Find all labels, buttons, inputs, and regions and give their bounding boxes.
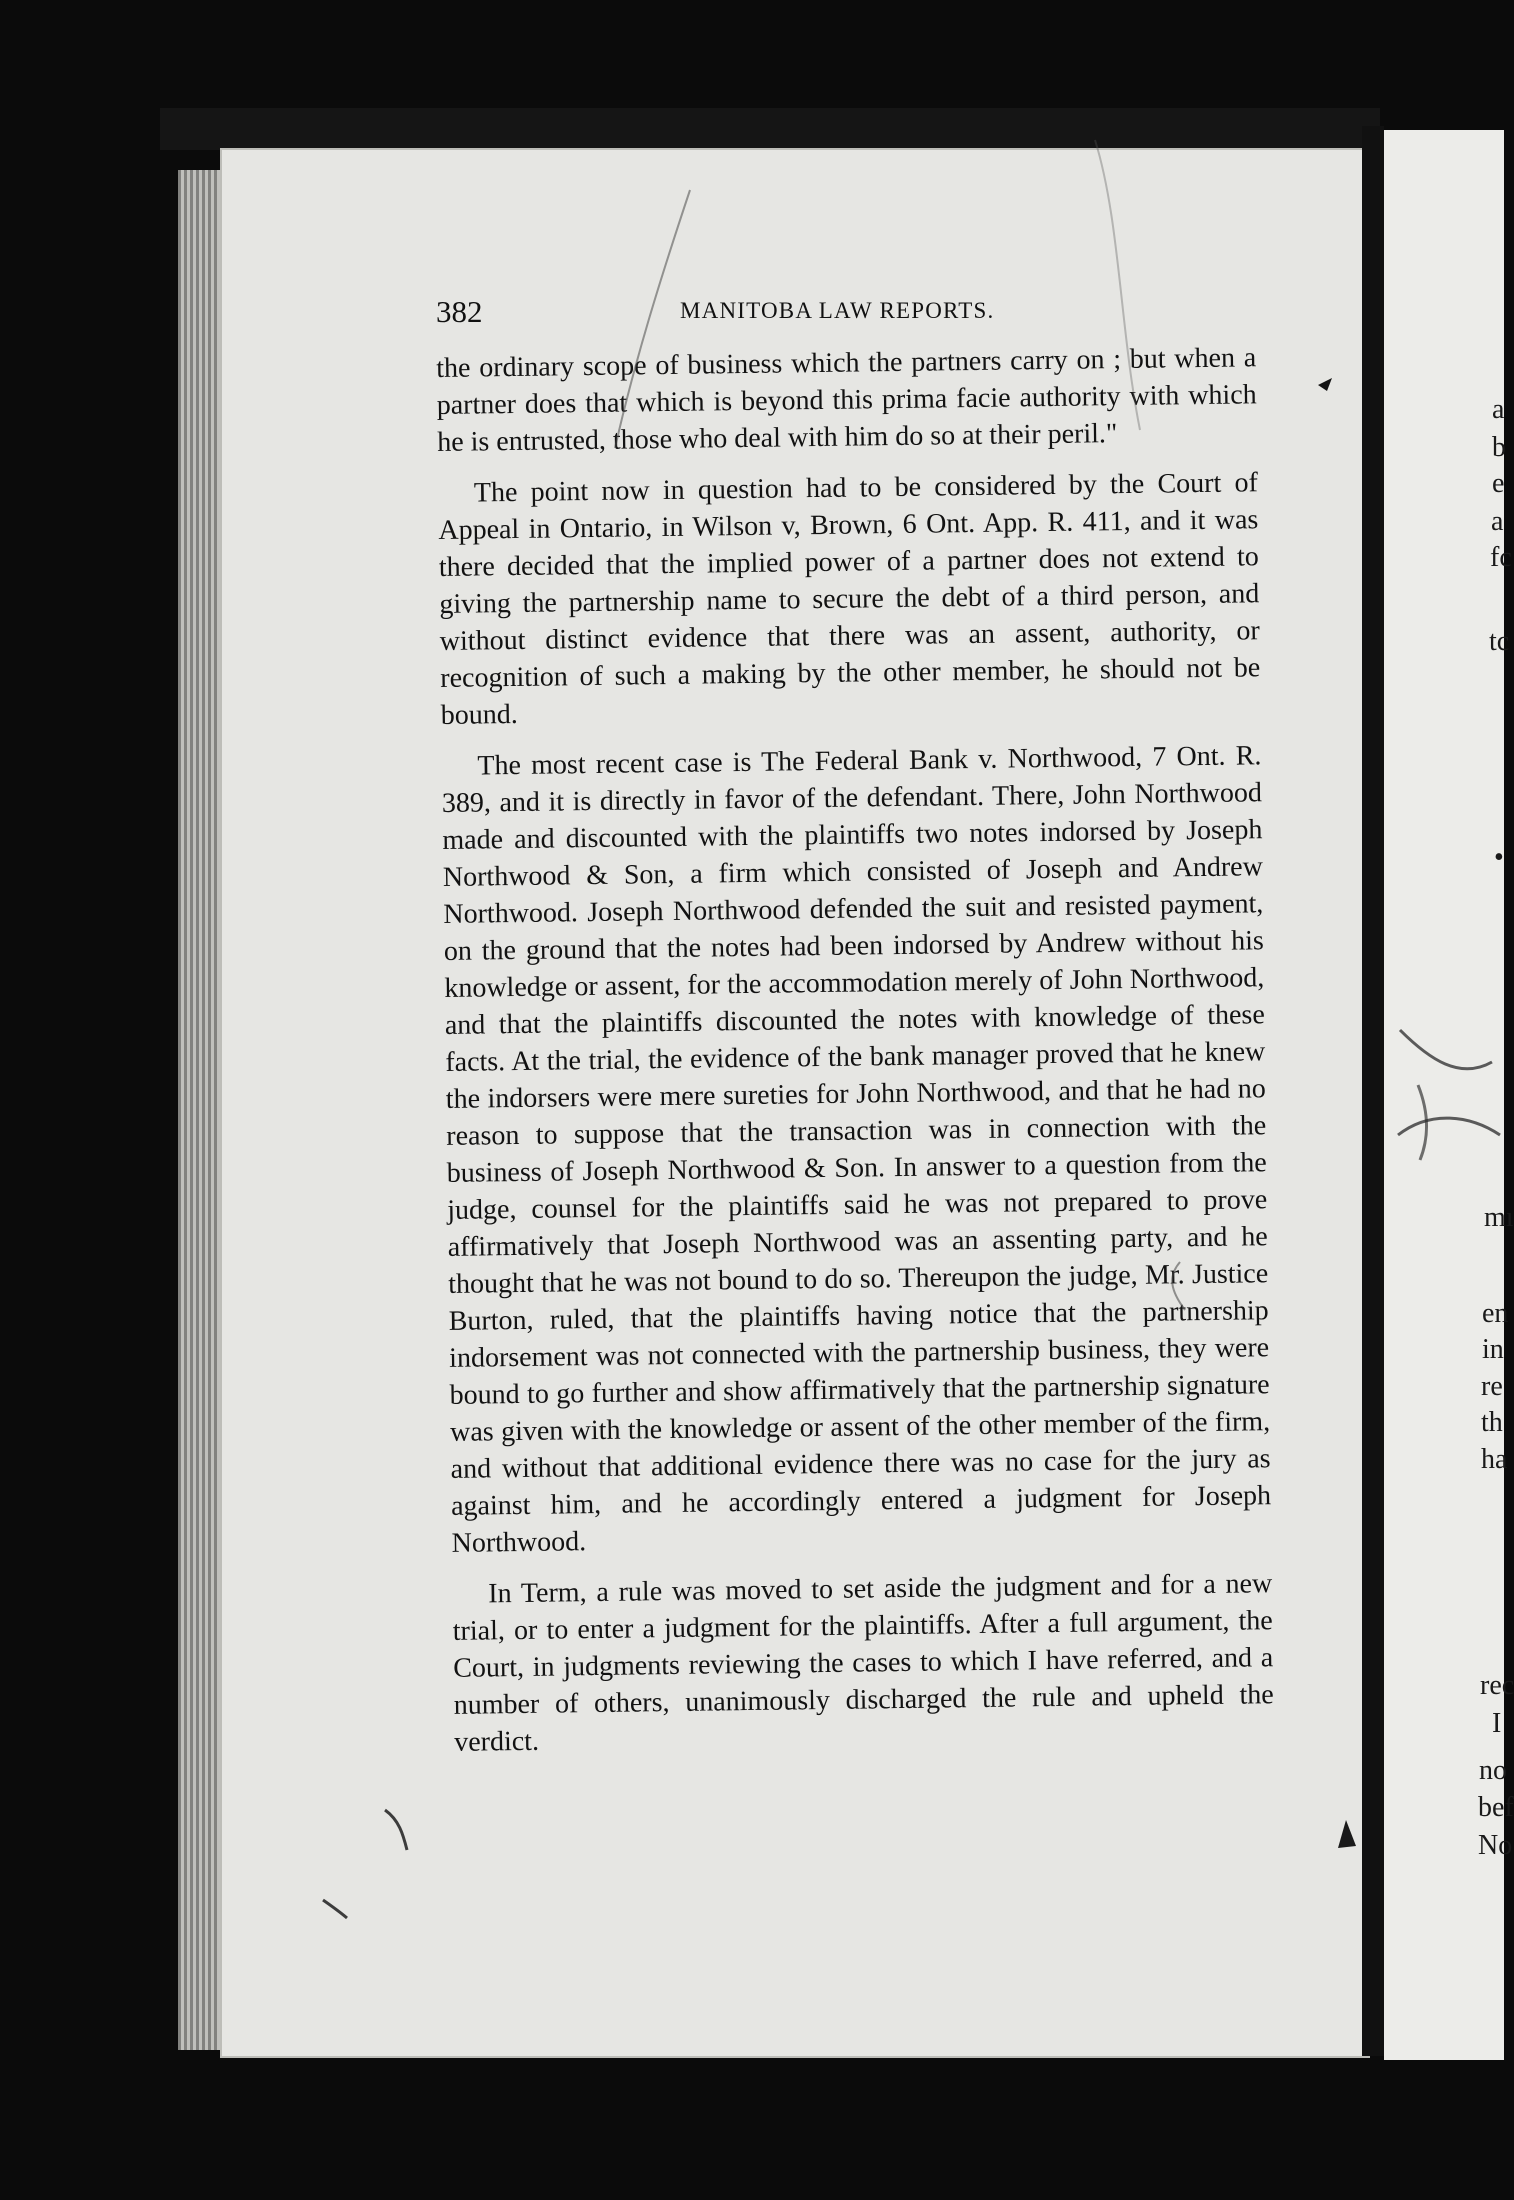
margin-fragment: I: [1492, 1708, 1502, 1739]
margin-fragment: ha: [1481, 1444, 1508, 1475]
margin-fragment: bef: [1478, 1792, 1514, 1823]
margin-fragment: in: [1482, 1334, 1504, 1365]
margin-fragment: mı: [1484, 1202, 1514, 1233]
paragraph-4: In Term, a rule was moved to set aside the judgment and for a new trial, or to enter a judgment for the plaintiffs. After a full argument, the Court, in judgments reviewing the cases to which I have referred, and a number of others, unanimously discharged the rule and upheld the verdict.: [452, 1568, 1274, 1758]
margin-fragment: re: [1481, 1371, 1503, 1402]
margin-fragment: th: [1481, 1407, 1503, 1438]
page-edge-stack: [178, 170, 222, 2050]
margin-fragment: fc: [1490, 542, 1512, 573]
running-title: MANITOBA LAW REPORTS.: [680, 298, 995, 323]
margin-fragment: No: [1478, 1830, 1513, 1861]
margin-fragment: •: [1494, 842, 1504, 873]
margin-fragment: rec: [1480, 1670, 1514, 1701]
margin-fragment: tc: [1489, 626, 1510, 657]
page-header: [436, 294, 1256, 334]
margin-fragment: b: [1492, 432, 1506, 463]
right-margin-fragments: [1390, 380, 1514, 1880]
page-number: 382: [436, 294, 483, 329]
margin-fragment: en: [1482, 1298, 1509, 1329]
paragraph-1: the ordinary scope of business which the partners carry on ; but when a partner does that which is beyond this prima facie authority with which he is entrusted, those who deal with him do so at their peril.": [436, 342, 1257, 458]
paragraph-2: The point now in question had to be considered by the Court of Appeal in Ontario, in Wilson v, Brown, 6 Ont. App. R. 411, and it was there decided that the implied power of a partner does not extend to giving the partnership name to secure the debt of a third person, and without distinct evidence that there was an assent, authority, or recognition of such a making by the other member, he should not be bound.: [438, 467, 1261, 731]
book-gutter: [1362, 126, 1384, 2056]
margin-fragment: no: [1479, 1755, 1507, 1786]
paragraph-3: The most recent case is The Federal Bank v. Northwood, 7 Ont. R. 389, and it is directly in favor of the defendant. There, John Northwood made and discounted with the plaintiffs two notes indorsed by Joseph Northwood & Son, a firm which consisted of Joseph and Andrew Northwood. Joseph Northwood defended the suit and resisted payment, on the ground that the notes had been indorsed by Andrew without his knowledge or assent, for the accommodation merely of John Northwood, and that the plaintiffs discounted the notes with knowledge of these facts. At the trial, the evidence of the bank manager proved that he knew the indorsers were mere sureties for John Northwood, and that he had no reason to suppose that the transaction was in connection with the business of Joseph Northwood & Son. In answer to a question from the judge, counsel for the plaintiffs said he was not prepared to prove affirmatively that Joseph Northwood was an assenting party, and he thought that he was not bound to do so. Thereupon the judge, Mr. Justice Burton, ruled, that the plaintiffs having notice that the partnership indorsement was not connected with the partnership business, they were bound to go further and show affirmatively that the partnership signature was given with the knowledge or assent of the other member of the firm, and without that additional evidence there was no case for the jury as against him, and he accordingly entered a judgment for Joseph Northwood.: [441, 740, 1272, 1559]
body-text: [436, 339, 1276, 1890]
book-top-shadow: [160, 108, 1380, 150]
margin-fragment: e: [1492, 468, 1505, 499]
margin-fragment: a: [1491, 506, 1504, 537]
margin-fragment: a: [1492, 394, 1505, 425]
